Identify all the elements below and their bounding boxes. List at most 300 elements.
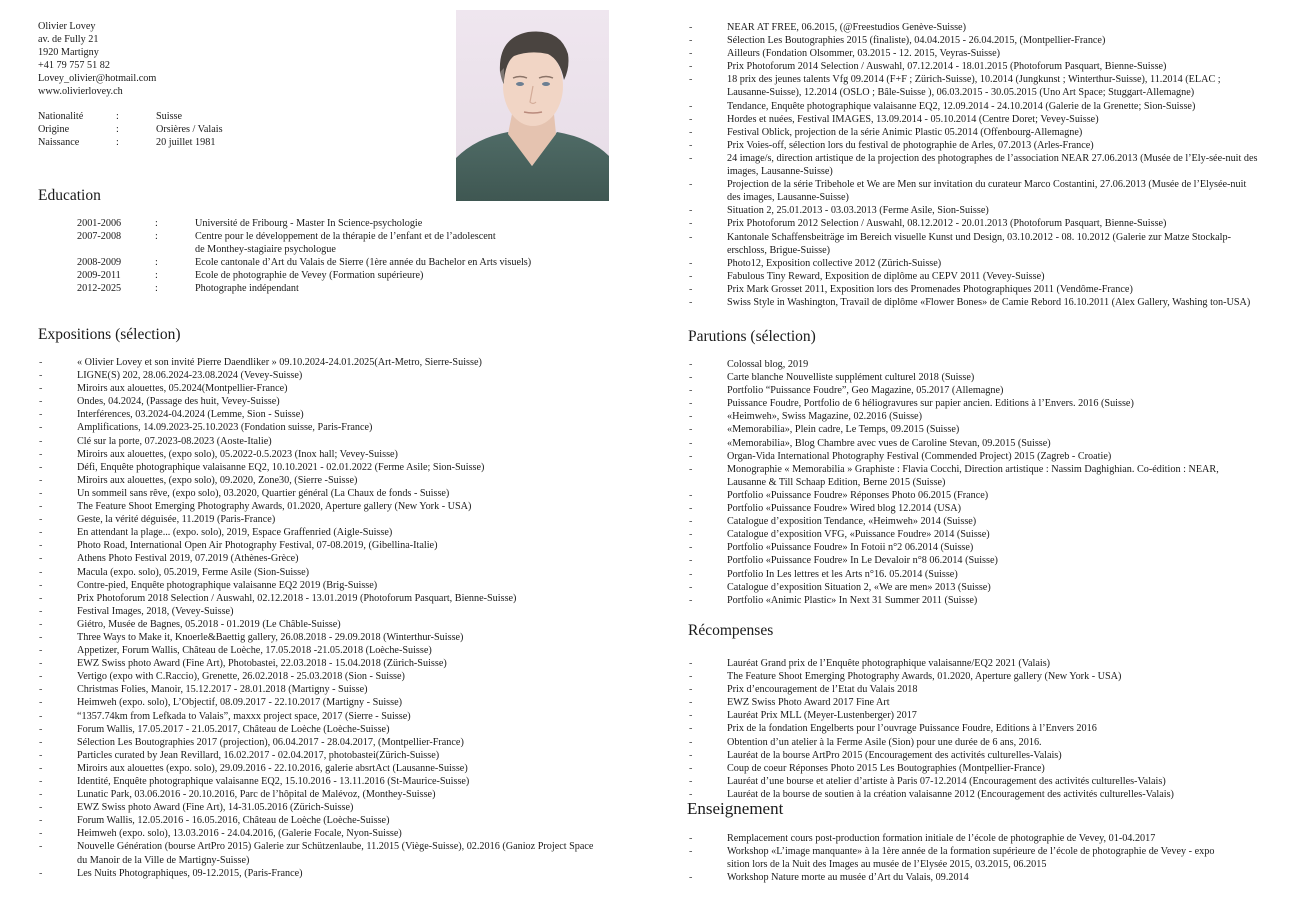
list-item [688, 217, 1258, 230]
list-item [38, 814, 603, 827]
education-sep: : [155, 218, 158, 229]
list-item-text: Prix d’encouragement de l’Etat du Valais 2018 [727, 684, 918, 696]
bullet-dash: - [39, 396, 43, 408]
list-item-text: Portfolio “Puissance Foudre”, Geo Magazine, 05.2017 (Allemagne) [727, 385, 1004, 397]
bullet-dash: - [689, 775, 693, 787]
list-item-text: Portfolio «Puissance Foudre» Wired blog 12.2014 (USA) [727, 503, 961, 515]
contact-email[interactable]: Lovey_olivier@hotmail.com [38, 73, 157, 85]
list-item [688, 204, 1258, 217]
bullet-dash: - [39, 474, 43, 486]
list-item [688, 283, 1258, 296]
list-item-text: Photo Road, International Open Air Photography Festival, 07-08.2019, (Gibellina-Italie) [77, 540, 438, 552]
list-item-text: EWZ Swiss photo Award (Fine Art), Photobastei, 22.03.2018 - 15.04.2018 (Zürich-Suisse) [77, 658, 447, 670]
bullet-dash: - [39, 566, 43, 578]
bullet-dash: - [39, 789, 43, 801]
list-item [688, 722, 1258, 735]
bullet-dash: - [39, 618, 43, 630]
section-title-recompenses: Récompenses [688, 622, 774, 639]
list-item [688, 832, 1233, 845]
list-item-text: Carte blanche Nouvelliste supplément culturel 2018 (Suisse) [727, 372, 975, 384]
education-sep: : [155, 231, 158, 243]
bullet-dash: - [689, 736, 693, 748]
education-years: 2012-2025 [77, 283, 122, 295]
bullet-dash: - [39, 645, 43, 657]
bullet-dash: - [689, 270, 693, 282]
education-text-line2: de Monthey-stagiaire psychologue [195, 244, 336, 256]
list-item-text: Portfolio «Puissance Foudre» Réponses Photo 06.2015 (France) [727, 489, 989, 501]
list-item [38, 657, 603, 670]
list-item-text: Miroirs aux alouettes (expo. solo), 29.09.2016 - 22.10.2016, galerie absrtAct (Lausanne-Suisse) [77, 762, 468, 774]
bullet-dash: - [689, 529, 693, 541]
education-text: Université de Fribourg - Master In Science-psychologie [195, 218, 423, 229]
list-item [688, 554, 1258, 567]
list-item [688, 178, 1258, 204]
list-item-text: Les Nuits Photographiques, 09-12.2015, (Paris-France) [77, 867, 303, 879]
bullet-dash: - [689, 22, 693, 33]
list-item [688, 528, 1258, 541]
list-item [38, 421, 603, 434]
bullet-dash: - [689, 296, 693, 308]
list-item-text: Heimweh (expo. solo), 13.03.2016 - 24.04.2016, (Galerie Focale, Nyon-Suisse) [77, 828, 402, 840]
list-item [38, 618, 603, 631]
list-item [38, 867, 603, 880]
list-item [38, 408, 603, 421]
list-item-text: Prix Mark Grosset 2011, Exposition lors des Promenades Photographiques 2011 (Vendôme-France) [727, 283, 1133, 295]
bullet-dash: - [39, 815, 43, 827]
list-item [688, 871, 1233, 884]
list-item-text: «Heimweh», Swiss Magazine, 02.2016 (Suisse) [727, 411, 922, 423]
list-item-text: Défi, Enquête photographique valaisanne EQ2, 10.10.2021 - 02.01.2022 (Ferme Asile; Sion-Suisse) [77, 461, 485, 473]
list-item [688, 736, 1258, 749]
list-item-text: Photo12, Exposition collective 2012 (Zürich-Suisse) [727, 257, 942, 269]
list-item-text: NEAR AT FREE, 06.2015, (@Freestudios Genève-Suisse) [727, 22, 966, 33]
list-item-text: Nouvelle Génération (bourse ArtPro 2015) Galerie zur Schützenlaube, 11.2015 (Viège-Suisse), 02.2016 (Ganioz Project Space du Manoir de la Ville de Martigny-Suisse) [77, 841, 594, 866]
bullet-dash: - [39, 527, 43, 539]
education-row [77, 282, 597, 295]
bullet-dash: - [39, 658, 43, 670]
education-text [195, 230, 597, 256]
list-item [688, 21, 1258, 34]
list-item-text: Clé sur la porte, 07.2023-08.2023 (Aoste-Italie) [77, 435, 272, 447]
bullet-dash: - [39, 461, 43, 473]
list-item-text: Catalogue d’exposition Tendance, «Heimweh» 2014 (Suisse) [727, 516, 977, 528]
bullet-dash: - [689, 463, 693, 475]
list-item-text: Situation 2, 25.01.2013 - 03.03.2013 (Ferme Asile, Sion-Suisse) [727, 205, 989, 217]
bullet-dash: - [39, 383, 43, 395]
list-item [688, 371, 1258, 384]
list-item-text: EWZ Swiss photo Award (Fine Art), 14-31.05.2016 (Zürich-Suisse) [77, 802, 354, 814]
bullet-dash: - [689, 788, 693, 800]
list-item [688, 358, 1258, 371]
list-item [38, 500, 603, 513]
bullet-dash: - [39, 841, 43, 853]
list-item-text: Ailleurs (Fondation Olsommer, 03.2015 - 12. 2015, Veyras-Suisse) [727, 48, 1001, 60]
bullet-dash: - [689, 697, 693, 709]
list-item [688, 581, 1258, 594]
bullet-dash: - [689, 126, 693, 138]
bullet-dash: - [689, 516, 693, 528]
section-title-education: Education [38, 187, 101, 204]
section-title-enseignement: Enseignement [687, 799, 784, 818]
list-item [38, 723, 603, 736]
list-item [688, 463, 1258, 489]
list-item [688, 450, 1258, 463]
list-item [688, 73, 1258, 99]
list-item [38, 762, 603, 775]
bullet-dash: - [689, 113, 693, 125]
list-item-text: Coup de coeur Réponses Photo 2015 Les Boutographies (Montpellier-France) [727, 762, 1045, 774]
education-text-line1: Centre pour le développement de la thérapie de l’enfant et de l’adolescent [195, 231, 496, 243]
list-item-text: LIGNE(S) 202, 28.06.2024-23.08.2024 (Vevey-Suisse) [77, 370, 303, 382]
bullet-dash: - [689, 74, 693, 86]
list-item-text: Giétro, Musée de Bagnes, 05.2018 - 01.2019 (Le Châble-Suisse) [77, 618, 341, 630]
education-row [77, 230, 597, 256]
section-title-expositions: Expositions (sélection) [38, 326, 181, 343]
bullet-dash: - [39, 422, 43, 434]
list-item [688, 515, 1258, 528]
list-item [688, 384, 1258, 397]
bullet-dash: - [689, 872, 693, 884]
list-item [38, 369, 603, 382]
portrait-illustration-icon [456, 10, 609, 201]
list-item-text: Colossal blog, 2019 [727, 359, 809, 370]
list-item [688, 113, 1258, 126]
list-item [38, 644, 603, 657]
list-item-text: Workshop Nature morte au musée d’Art du Valais, 09.2014 [727, 872, 969, 884]
education-row [77, 217, 597, 230]
bullet-dash: - [689, 179, 693, 191]
list-item [38, 631, 603, 644]
bullet-dash: - [689, 723, 693, 735]
list-item-text: Remplacement cours post-production formation initiale de l’école de photographie de Vevey, 01-04.2017 [727, 833, 1156, 844]
bullet-dash: - [39, 579, 43, 591]
bullet-dash: - [39, 749, 43, 761]
list-item-text: Athens Photo Festival 2019, 07.2019 (Athènes-Grèce) [77, 553, 299, 565]
list-item-text: Organ-Vida International Photography Festival (Commended Project) 2015 (Zagreb - Croatie) [727, 450, 1112, 462]
list-item-text: 24 image/s, direction artistique de la projection des photographes de l’association NEAR 27.06.2013 (Musée de l’Ely-sée-nuit des images, Lausanne-Suisse) [727, 152, 1258, 178]
bullet-dash: - [39, 867, 43, 879]
list-item [688, 762, 1258, 775]
fact-label: Naissance [38, 137, 80, 149]
education-years: 2009-2011 [77, 270, 121, 282]
fact-sep: : [116, 137, 119, 149]
list-item [688, 709, 1258, 722]
list-item-text: Lauréat Prix MLL (Meyer-Lustenberger) 2017 [727, 710, 917, 722]
list-item [38, 356, 603, 369]
bullet-dash: - [39, 828, 43, 840]
bullet-dash: - [39, 631, 43, 643]
list-item-text: Puissance Foudre, Portfolio de 6 héliogravures sur papier ancien. Editions à l’Envers. 2016 (Suisse) [727, 398, 1134, 410]
bullet-dash: - [689, 218, 693, 230]
list-item-text: Portfolio «Puissance Foudre» In Fotoii n°2 06.2014 (Suisse) [727, 542, 974, 554]
list-item-text: Monographie « Memorabilia » Graphiste : Flavia Cocchi, Direction artistique : Nassim Daghighian. Co-édition : NEAR, Lausanne & Till Schaap Edition, Berne 2015 (Suisse) [727, 463, 1219, 488]
list-item [38, 605, 603, 618]
bullet-dash: - [689, 437, 693, 449]
fact-value: 20 juillet 1981 [156, 137, 216, 149]
list-item-text: Swiss Style in Washington, Travail de diplôme «Flower Bones» de Camie Rebord 16.10.2011 (Alex Gallery, Washing ton-USA) [727, 296, 1251, 308]
list-item-text: Tendance, Enquête photographique valaisanne EQ2, 12.09.2014 - 24.10.2014 (Galerie de la Grenette; Sion-Suisse) [727, 100, 1196, 112]
list-item [688, 568, 1258, 581]
list-item-text: Interférences, 03.2024-04.2024 (Lemme, Sion - Suisse) [77, 409, 304, 421]
bullet-dash: - [689, 398, 693, 410]
education-row [77, 256, 597, 269]
list-item-text: Particles curated by Jean Revillard, 16.02.2017 - 02.04.2017, photobastei(Zürich-Suisse) [77, 749, 440, 761]
education-text: Ecole de photographie de Vevey (Formation supérieure) [195, 270, 424, 282]
fact-value: Orsières / Valais [156, 124, 223, 136]
list-item [688, 749, 1258, 762]
list-item [38, 435, 603, 448]
list-item-text: The Feature Shoot Emerging Photography Awards, 01.2020, Aperture gallery (New York - USA) [727, 671, 1122, 683]
list-item [38, 395, 603, 408]
list-item-text: Amplifications, 14.09.2023-25.10.2023 (Fondation suisse, Paris-France) [77, 422, 373, 434]
bullet-dash: - [39, 592, 43, 604]
list-item-text: EWZ Swiss Photo Award 2017 Fine Art [727, 697, 890, 709]
list-item-text: Obtention d’un atelier à la Ferme Asile (Sion) pour une durée de 6 ans, 2016. [727, 736, 1042, 748]
list-item [38, 526, 603, 539]
list-item-text: Catalogue d’exposition Situation 2, «We are men» 2013 (Suisse) [727, 581, 991, 593]
list-item [38, 474, 603, 487]
list-item-text: Identité, Enquête photographique valaisanne EQ2, 15.10.2016 - 13.11.2016 (St-Maurice-Suisse) [77, 776, 470, 787]
bullet-dash: - [689, 710, 693, 722]
bullet-dash: - [689, 503, 693, 515]
bullet-dash: - [689, 385, 693, 397]
education-years: 2001-2006 [77, 218, 122, 229]
bullet-dash: - [689, 749, 693, 761]
bullet-dash: - [689, 231, 693, 243]
list-item-text: “1357.74km from Lefkada to Valais”, maxxx project space, 2017 (Sierre - Suisse) [77, 710, 411, 722]
list-item-text: Forum Wallis, 17.05.2017 - 21.05.2017, Château de Loèche (Loèche-Suisse) [77, 723, 390, 735]
list-item [688, 100, 1258, 113]
list-item [38, 736, 603, 749]
list-item-text: Hordes et nuées, Festival IMAGES, 13.09.2014 - 05.10.2014 (Centre Doret; Vevey-Suisse) [727, 113, 1099, 125]
bullet-dash: - [689, 283, 693, 295]
bullet-dash: - [689, 555, 693, 567]
list-item [38, 683, 603, 696]
list-item-text: 18 prix des jeunes talents Vfg 09.2014 (F+F ; Zürich-Suisse), 10.2014 (Jungkunst ; Winterthur-Suisse), 11.2014 (ELAC ; Lausanne-Suisse), 12.2014 (OSLO ; Bâle-Suisse ), 06.03.2015 - 30.05.2015 (Uno Art Space; Stuggart-Allemagne) [727, 74, 1221, 99]
list-item [688, 397, 1258, 410]
list-item [688, 683, 1258, 696]
list-item-text: «Memorabilia», Plein cadre, Le Temps, 09.2015 (Suisse) [727, 424, 960, 436]
list-item-text: En attendant la plage... (expo. solo), 2019, Espace Graffenried (Aigle-Suisse) [77, 527, 393, 539]
list-item [38, 592, 603, 605]
bullet-dash: - [39, 540, 43, 552]
bullet-dash: - [689, 762, 693, 774]
list-item-text: Forum Wallis, 12.05.2016 - 16.05.2016, Château de Loèche (Loèche-Suisse) [77, 815, 390, 827]
bullet-dash: - [39, 501, 43, 513]
list-item-text: Fabulous Tiny Reward, Exposition de diplôme au CEPV 2011 (Vevey-Suisse) [727, 270, 1045, 282]
list-item [38, 579, 603, 592]
list-item [688, 845, 1233, 871]
bullet-dash: - [689, 411, 693, 423]
fact-label: Origine [38, 124, 70, 136]
bullet-dash: - [689, 152, 693, 164]
bullet-dash: - [689, 359, 693, 370]
list-item [38, 749, 603, 762]
bullet-dash: - [39, 605, 43, 617]
list-item [688, 594, 1258, 607]
bullet-dash: - [689, 489, 693, 501]
bullet-dash: - [39, 736, 43, 748]
list-item-text: Workshop «L’image manquante» à la 1ère année de la formation supérieure de l’école de photographie de Vevey - expo sition lors de la Nuit des Images au musée de l’Elysée 2015, 03.2015, 06.2015 [727, 846, 1215, 871]
list-item [688, 670, 1258, 683]
bullet-dash: - [689, 684, 693, 696]
expositions-continued-list [688, 21, 1258, 309]
recompenses-list [688, 657, 1258, 801]
bullet-dash: - [39, 684, 43, 696]
bullet-dash: - [39, 487, 43, 499]
list-item-text: Miroirs aux alouettes, (expo solo), 05.2022-0.5.2023 (Inox hall; Vevey-Suisse) [77, 448, 398, 460]
list-item-text: Geste, la vérité déguisée, 11.2019 (Paris-France) [77, 514, 276, 526]
list-item-text: Miroirs aux alouettes, 05.2024(Montpellier-France) [77, 383, 288, 395]
bullet-dash: - [689, 372, 693, 384]
list-item [688, 657, 1258, 670]
list-item [688, 502, 1258, 515]
list-item [38, 670, 603, 683]
list-item-text: Christmas Folies, Manoir, 15.12.2017 - 28.01.2018 (Martigny - Suisse) [77, 684, 368, 696]
education-row [77, 269, 597, 282]
contact-block [38, 20, 338, 99]
contact-website[interactable]: www.olivierlovey.ch [38, 86, 123, 98]
bullet-dash: - [689, 671, 693, 683]
fact-sep: : [116, 124, 119, 136]
education-list [77, 217, 597, 296]
list-item-text: Lauréat d’une bourse et atelier d’artiste à Paris 07-12.2014 (Encouragement des activités culturelles-Valais) [727, 775, 1166, 787]
list-item [688, 231, 1258, 257]
list-item-text: Portfolio «Animic Plastic» In Next 31 Summer 2011 (Suisse) [727, 594, 978, 606]
bullet-dash: - [39, 762, 43, 774]
list-item [688, 410, 1258, 423]
fact-row-nationality [38, 110, 223, 123]
list-item [38, 801, 603, 814]
list-item [688, 541, 1258, 554]
portrait-photo [456, 10, 609, 201]
list-item-text: Projection de la série Tribehole et We are Men sur invitation du curateur Marco Costantini, 27.06.2013 (Musée de l’Elysée-nuit des images, Lausanne-Suisse) [727, 179, 1247, 204]
bullet-dash: - [689, 424, 693, 436]
bullet-dash: - [39, 357, 43, 368]
list-item [688, 139, 1258, 152]
education-years: 2008-2009 [77, 257, 122, 269]
bullet-dash: - [689, 61, 693, 73]
contact-street: av. de Fully 21 [38, 34, 99, 46]
list-item [688, 126, 1258, 139]
contact-name: Olivier Lovey [38, 21, 96, 32]
parutions-list [688, 358, 1258, 607]
list-item [38, 539, 603, 552]
list-item-text: Prix Photoforum 2018 Selection / Auswahl, 02.12.2018 - 13.01.2019 (Photoforum Pasquart, Bienne-Suisse) [77, 592, 517, 604]
list-item [688, 47, 1258, 60]
list-item [38, 552, 603, 565]
bullet-dash: - [39, 553, 43, 565]
list-item-text: Kantonale Schaffensbeiträge im Bereich visuelle Kunst und Design, 03.10.2012 - 08. 10.2012 (Galerie zur Matze Stockalp-erschloss, Brigue-Suisse) [727, 231, 1231, 256]
list-item [38, 696, 603, 709]
education-sep: : [155, 257, 158, 269]
fact-label: Nationalité [38, 111, 84, 122]
list-item [38, 566, 603, 579]
list-item [38, 461, 603, 474]
list-item [688, 696, 1258, 709]
list-item-text: Portfolio In Les lettres et les Arts n°16. 05.2014 (Suisse) [727, 568, 958, 580]
list-item-text: Prix Photoforum 2012 Selection / Auswahl, 08.12.2012 - 20.01.2013 (Photoforum Pasquart, Bienne-Suisse) [727, 218, 1167, 230]
list-item-text: The Feature Shoot Emerging Photography Awards, 01.2020, Aperture gallery (New York - USA) [77, 501, 472, 513]
bullet-dash: - [39, 435, 43, 447]
education-text: Photographe indépendant [195, 283, 299, 295]
fact-row-origin [38, 123, 223, 136]
bullet-dash: - [39, 723, 43, 735]
education-sep: : [155, 283, 158, 295]
list-item-text: Appetizer, Forum Wallis, Château de Loèche, 17.05.2018 -21.05.2018 (Loèche-Suisse) [77, 645, 432, 657]
education-years: 2007-2008 [77, 231, 122, 243]
list-item-text: Vertigo (expo with C.Raccio), Grenette, 26.02.2018 - 25.03.2018 (Sion - Suisse) [77, 671, 405, 683]
list-item [38, 840, 603, 866]
list-item [38, 710, 603, 723]
list-item-text: Three Ways to Make it, Knoerle&Baettig gallery, 26.08.2018 - 29.09.2018 (Winterthur-Suisse) [77, 631, 464, 643]
list-item [38, 788, 603, 801]
bullet-dash: - [39, 697, 43, 709]
list-item [38, 775, 603, 788]
bullet-dash: - [689, 581, 693, 593]
contact-phone: +41 79 757 51 82 [38, 60, 110, 72]
list-item-text: «Memorabilia», Blog Chambre avec vues de Caroline Stevan, 09.2015 (Suisse) [727, 437, 1051, 449]
bullet-dash: - [39, 409, 43, 421]
bullet-dash: - [689, 139, 693, 151]
list-item [688, 437, 1258, 450]
list-item [688, 296, 1258, 309]
bullet-dash: - [689, 35, 693, 47]
bullet-dash: - [39, 448, 43, 460]
list-item [688, 775, 1258, 788]
list-item-text: « Olivier Lovey et son invité Pierre Daendliker » 09.10.2024-24.01.2025(Art-Metro, Sierre-Suisse) [77, 357, 482, 368]
bullet-dash: - [689, 100, 693, 112]
list-item [38, 487, 603, 500]
bullet-dash: - [39, 671, 43, 683]
list-item-text: Festival Images, 2018, (Vevey-Suisse) [77, 605, 234, 617]
bullet-dash: - [689, 542, 693, 554]
list-item-text: Lauréat de la bourse ArtPro 2015 (Encouragement des activités culturelles-Valais) [727, 749, 1062, 761]
section-title-parutions: Parutions (sélection) [688, 328, 816, 345]
list-item [38, 448, 603, 461]
bullet-dash: - [689, 833, 693, 844]
list-item-text: Un sommeil sans rêve, (expo solo), 03.2020, Quartier général (La Chaux de fonds - Suisse) [77, 487, 450, 499]
list-item [688, 257, 1258, 270]
bullet-dash: - [689, 257, 693, 269]
contact-city: 1920 Martigny [38, 47, 99, 59]
list-item-text: Heimweh (expo. solo), L’Objectif, 08.09.2017 - 22.10.2017 (Martigny - Suisse) [77, 697, 403, 709]
education-text: Ecole cantonale d’Art du Valais de Sierre (1ère année du Bachelor en Arts visuels) [195, 257, 532, 269]
bullet-dash: - [39, 802, 43, 814]
education-sep: : [155, 270, 158, 282]
list-item-text: Prix Voies-off, sélection lors du festival de photographie de Arles, 07.2013 (Arles-France) [727, 139, 1094, 151]
list-item-text: Portfolio «Puissance Foudre» In Le Devaloir n°8 06.2014 (Suisse) [727, 555, 998, 567]
list-item-text: Miroirs aux alouettes, (expo solo), 09.2020, Zone30, (Sierre -Suisse) [77, 474, 358, 486]
personal-facts [38, 110, 223, 149]
bullet-dash: - [689, 568, 693, 580]
list-item-text: Sélection Les Boutographies 2017 (projection), 06.04.2017 - 28.04.2017, (Montpellier-France) [77, 736, 464, 748]
list-item [38, 513, 603, 526]
bullet-dash: - [39, 710, 43, 722]
list-item-text: Ondes, 04.2024, (Passage des huit, Vevey-Suisse) [77, 396, 280, 408]
list-item [688, 34, 1258, 47]
bullet-dash: - [689, 450, 693, 462]
list-item [688, 60, 1258, 73]
list-item [688, 489, 1258, 502]
bullet-dash: - [39, 514, 43, 526]
list-item [688, 270, 1258, 283]
list-item-text: Macula (expo. solo), 05.2019, Ferme Asile (Sion-Suisse) [77, 566, 310, 578]
list-item-text: Prix de la fondation Engelberts pour l’ouvrage Puissance Foudre, Editions à l’Envers 2016 [727, 723, 1097, 735]
list-item-text: Lauréat de la bourse de soutien à la création valaisanne 2012 (Encouragement des activités culturelles-Valais) [727, 788, 1174, 800]
list-item [688, 152, 1258, 178]
list-item-text: Prix Photoforum 2014 Selection / Auswahl, 07.12.2014 - 18.01.2015 (Photoforum Pasquart, Bienne-Suisse) [727, 61, 1167, 73]
